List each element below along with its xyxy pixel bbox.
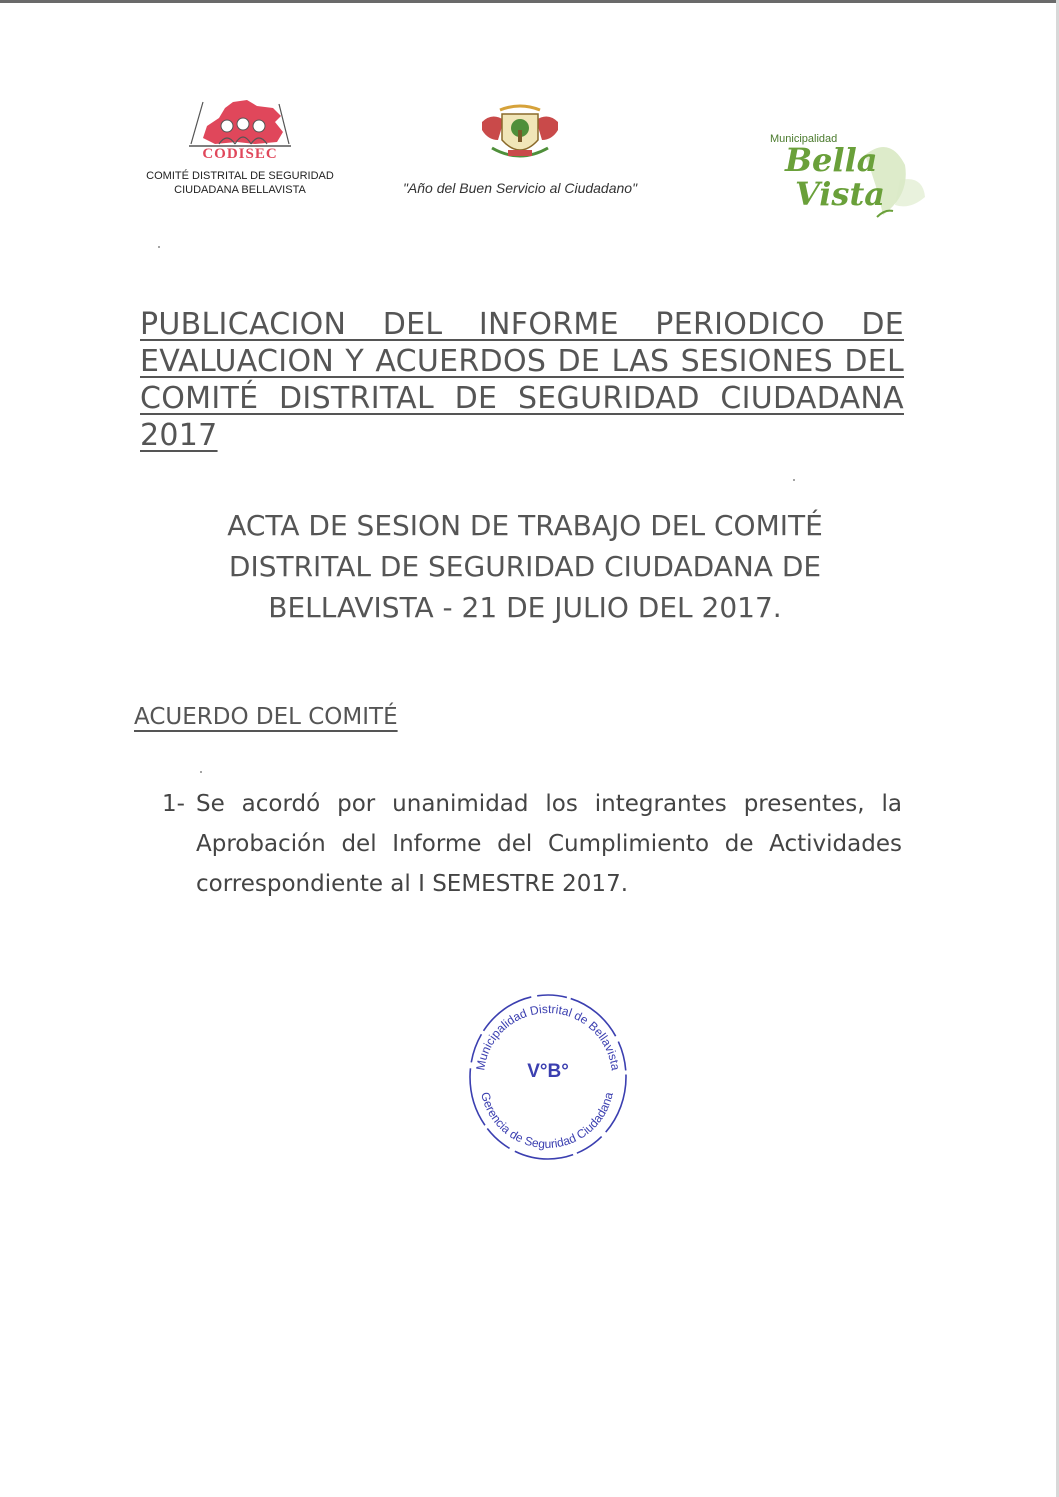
acta-title: ACTA DE SESION DE TRABAJO DEL COMITÉ DISTRITAL DE SEGURIDAD CIUDADANA DE BELLAVISTA - 21 DE JULIO DEL 2017. bbox=[227, 509, 823, 624]
motto-text: "Año del Buen Servicio al Ciudadano" bbox=[402, 180, 638, 196]
codisec-name: CODISEC bbox=[202, 146, 278, 162]
scan-speck bbox=[793, 479, 795, 481]
municipality-name-line2: Vista bbox=[795, 175, 885, 213]
stamp-seal-icon bbox=[462, 985, 632, 1165]
stamp-top-text: Municipalidad Distrital de Bellavista bbox=[473, 1001, 623, 1072]
stamp-center-text: V°B° bbox=[527, 1061, 569, 1082]
codisec-subtitle-line1: COMITÉ DISTRITAL DE SEGURIDAD bbox=[146, 170, 334, 182]
codisec-logo bbox=[145, 98, 335, 197]
scan-top-edge bbox=[0, 0, 1059, 3]
municipality-name-line1: Bella bbox=[785, 141, 878, 179]
approval-stamp bbox=[462, 985, 632, 1165]
section-heading: ACUERDO DEL COMITÉ bbox=[134, 704, 398, 730]
municipality-small-label: Municipalidad bbox=[770, 133, 838, 145]
agreement-number: 1- bbox=[162, 791, 185, 817]
codisec-subtitle bbox=[145, 169, 335, 197]
coat-of-arms-icon bbox=[478, 100, 562, 171]
agreement-text: Se acordó por unanimidad los integrantes presentes, la Aprobación del Informe del Cumplimiento de Actividades correspondiente al I SEMESTRE 2017. bbox=[196, 791, 902, 897]
scan-speck bbox=[200, 771, 202, 773]
codisec-subtitle-line2: CIUDADANA BELLAVISTA bbox=[174, 184, 306, 196]
scan-speck bbox=[158, 246, 160, 248]
codisec-map-icon bbox=[185, 98, 295, 148]
agreement-item bbox=[162, 784, 902, 904]
municipality-logo bbox=[765, 125, 930, 225]
document-main-title: PUBLICACION DEL INFORME PERIODICO DE EVALUACION Y ACUERDOS DE LAS SESIONES DEL COMITÉ DISTRITAL DE SEGURIDAD CIUDADANA 2017 bbox=[140, 307, 904, 453]
stamp-bottom-text: Gerencia de Seguridad Ciudadana bbox=[478, 1090, 616, 1152]
